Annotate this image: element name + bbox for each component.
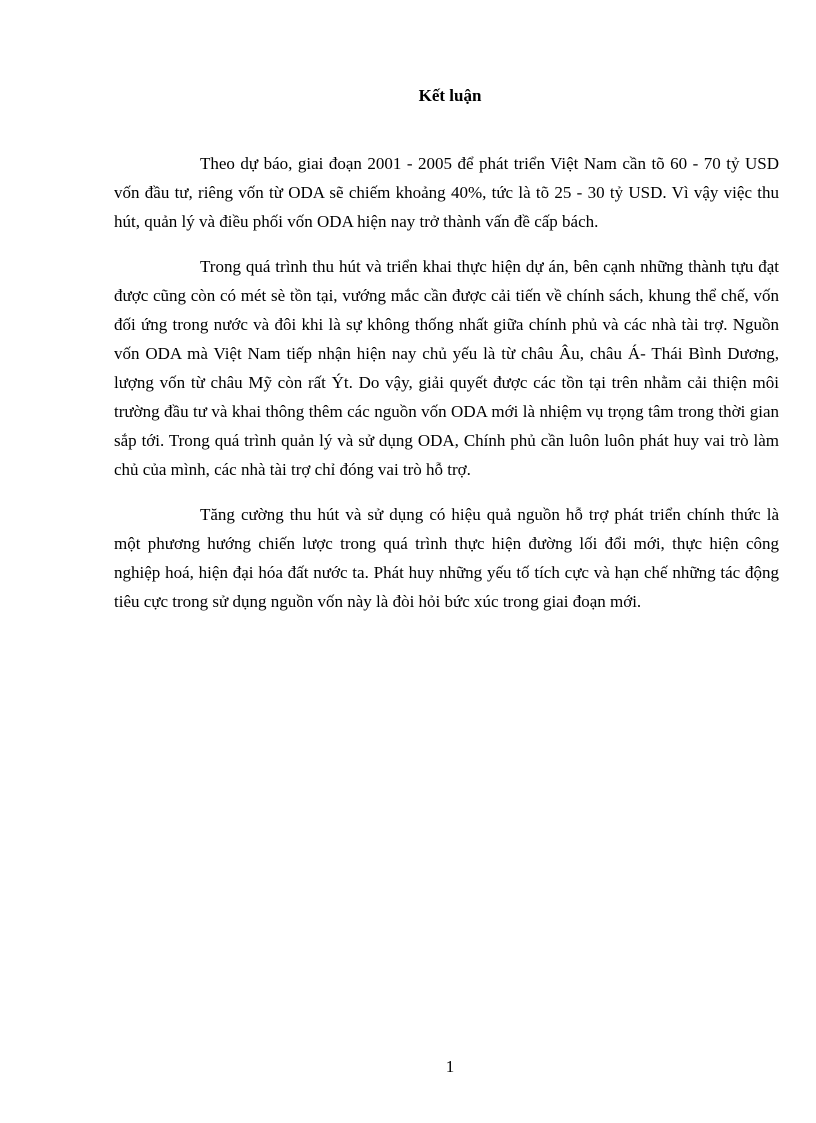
paragraph-3: Tăng cường thu hút và sử dụng có hiệu quả nguồn hỗ trợ phát triển chính thức là một phương hướng chiến lược trong quá trình thực hiện đường lối đổi mới, thực hiện công nghiệp hoá, hiện đại hóa đất nước ta. Phát huy những yếu tố tích cực và hạn chế những tác động tiêu cực trong sử dụng nguồn vốn này là đòi hỏi bức xúc trong giai đoạn mới. (114, 505, 779, 611)
paragraph-2: Trong quá trình thu hút và triển khai thực hiện dự án, bên cạnh những thành tựu đạt được cũng còn có mét sè tồn tại, vướng mắc cần được cải tiến về chính sách, khung thể chế, vốn đối ứng trong nước và đôi khi là sự không thống nhất giữa chính phủ và các nhà tài trợ. Nguồn vốn ODA mà Việt Nam tiếp nhận hiện nay chủ yếu là từ châu Âu, châu Á- Thái Bình Dương, lượng vốn từ châu Mỹ còn rất Ýt. Do vậy, giải quyết được các tồn tại trên nhằm cải thiện môi trường đầu tư và khai thông thêm các nguồn vốn ODA mới là nhiệm vụ trọng tâm trong thời gian sắp tới. Trong quá trình quản lý và sử dụng ODA, Chính phủ cần luôn luôn phát huy vai trò làm chủ của mình, các nhà tài trợ chỉ đóng vai trò hỗ trợ. (114, 257, 779, 479)
page-title: Kết luận (418, 86, 482, 105)
page-number: 1 (445, 1057, 455, 1076)
document-body (114, 149, 779, 632)
paragraph-1: Theo dự báo, giai đoạn 2001 - 2005 để phát triển Việt Nam cần tõ 60 - 70 tỷ USD vốn đầu tư, riêng vốn từ ODA sẽ chiếm khoảng 40%, tức là tõ 25 - 30 tỷ USD. Vì vậy việc thu hút, quản lý và điều phối vốn ODA hiện nay trở thành vấn đề cấp bách. (114, 154, 779, 231)
